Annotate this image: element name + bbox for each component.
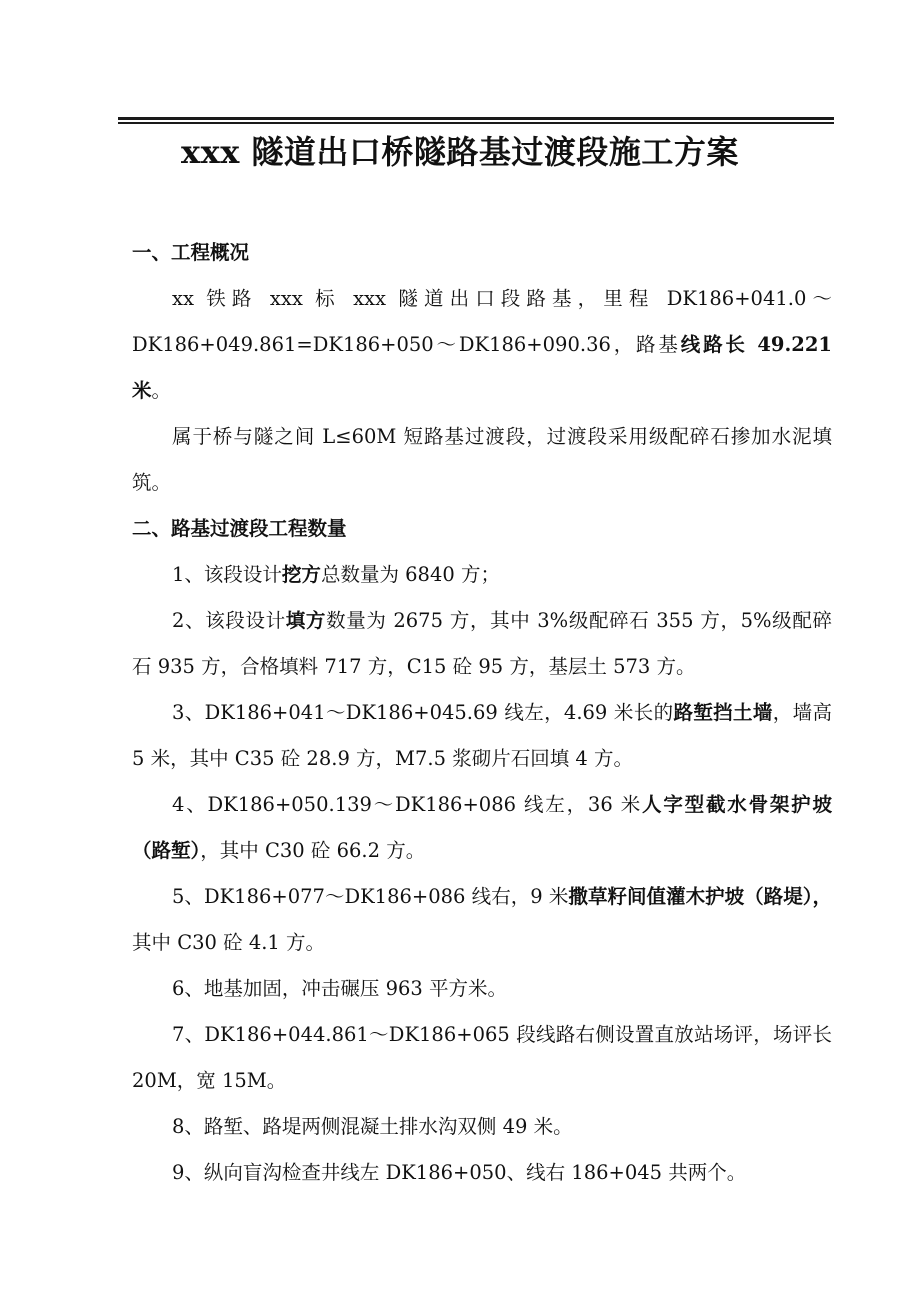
list-item-text: ，墙高 5 米，其中 C35 砼 28.9 方，M7.5 浆砌片石回填 4 方。 [132, 701, 832, 770]
list-item [132, 598, 832, 690]
list-item [132, 874, 832, 966]
paragraph: 属于桥与隧之间 L≤60M 短路基过渡段，过渡段采用级配碎石掺加水泥填筑。 [132, 425, 832, 494]
list-item [132, 690, 832, 782]
header-rule-line [118, 122, 834, 124]
list-item [132, 552, 832, 598]
header-rule-line [118, 117, 834, 120]
section-heading: 二、路基过渡段工程数量 [132, 517, 347, 540]
list-item-bold-text: 路堑挡土墙 [673, 701, 773, 724]
list-item-text: 5、DK186+077～DK186+086 线右，9 米 [172, 885, 569, 908]
document-body [132, 230, 832, 1196]
list-item: 6、地基加固，冲击碾压 963 平方米。 [172, 977, 508, 1000]
paragraph-text: 。 [151, 379, 172, 402]
section-heading: 一、工程概况 [132, 241, 250, 264]
list-item-bold-text: 挖方 [281, 563, 321, 586]
list-item: 9、纵向盲沟检查井线左 DK186+050、线右 186+045 共两个。 [172, 1161, 747, 1184]
paragraph-text: xx 铁路 xxx 标 xxx 隧道出口段路基，里程 DK186+041.0～DK186+049.861=DK186+050～DK186+090.36，路基 [132, 287, 832, 356]
list-item-text: 4、DK186+050.139～DK186+086 线左，36 米 [172, 793, 643, 816]
list-item-text: 总数量为 6840 方； [320, 563, 500, 586]
paragraph-bold-text: 线路长 49.221 米 [132, 333, 832, 402]
list-item-bold-text: 人字型截水骨架护坡（路堑） [132, 793, 832, 862]
page-title: xxx 隧道出口桥隧路基过渡段施工方案 [181, 133, 739, 171]
list-item-text: 1、该段设计 [172, 563, 282, 586]
list-item-text: 其中 C30 砼 4.1 方。 [132, 931, 326, 954]
list-item: 7、DK186+044.861～DK186+065 段线路右侧设置直放站场评，场评长 20M，宽 15M。 [132, 1023, 832, 1092]
list-item: 8、路堑、路堤两侧混凝土排水沟双侧 49 米。 [172, 1115, 573, 1138]
list-item-text: 3、DK186+041～DK186+045.69 线左，4.69 米长的 [172, 701, 674, 724]
list-item-bold-text: 撒草籽间值灌木护坡（路堤）， [568, 885, 832, 908]
list-item [132, 782, 832, 874]
paragraph [132, 276, 832, 414]
header-rule [118, 117, 834, 126]
list-item-bold-text: 填方 [285, 609, 327, 632]
list-item-text: 数量为 2675 方，其中 3%级配碎石 355 方，5%级配碎石 935 方，合格填料 717 方，C15 砼 95 方，基层土 573 方。 [132, 609, 832, 678]
list-item-text: 2、该段设计 [172, 609, 286, 632]
list-item-text: ，其中 C30 砼 66.2 方。 [200, 839, 426, 862]
